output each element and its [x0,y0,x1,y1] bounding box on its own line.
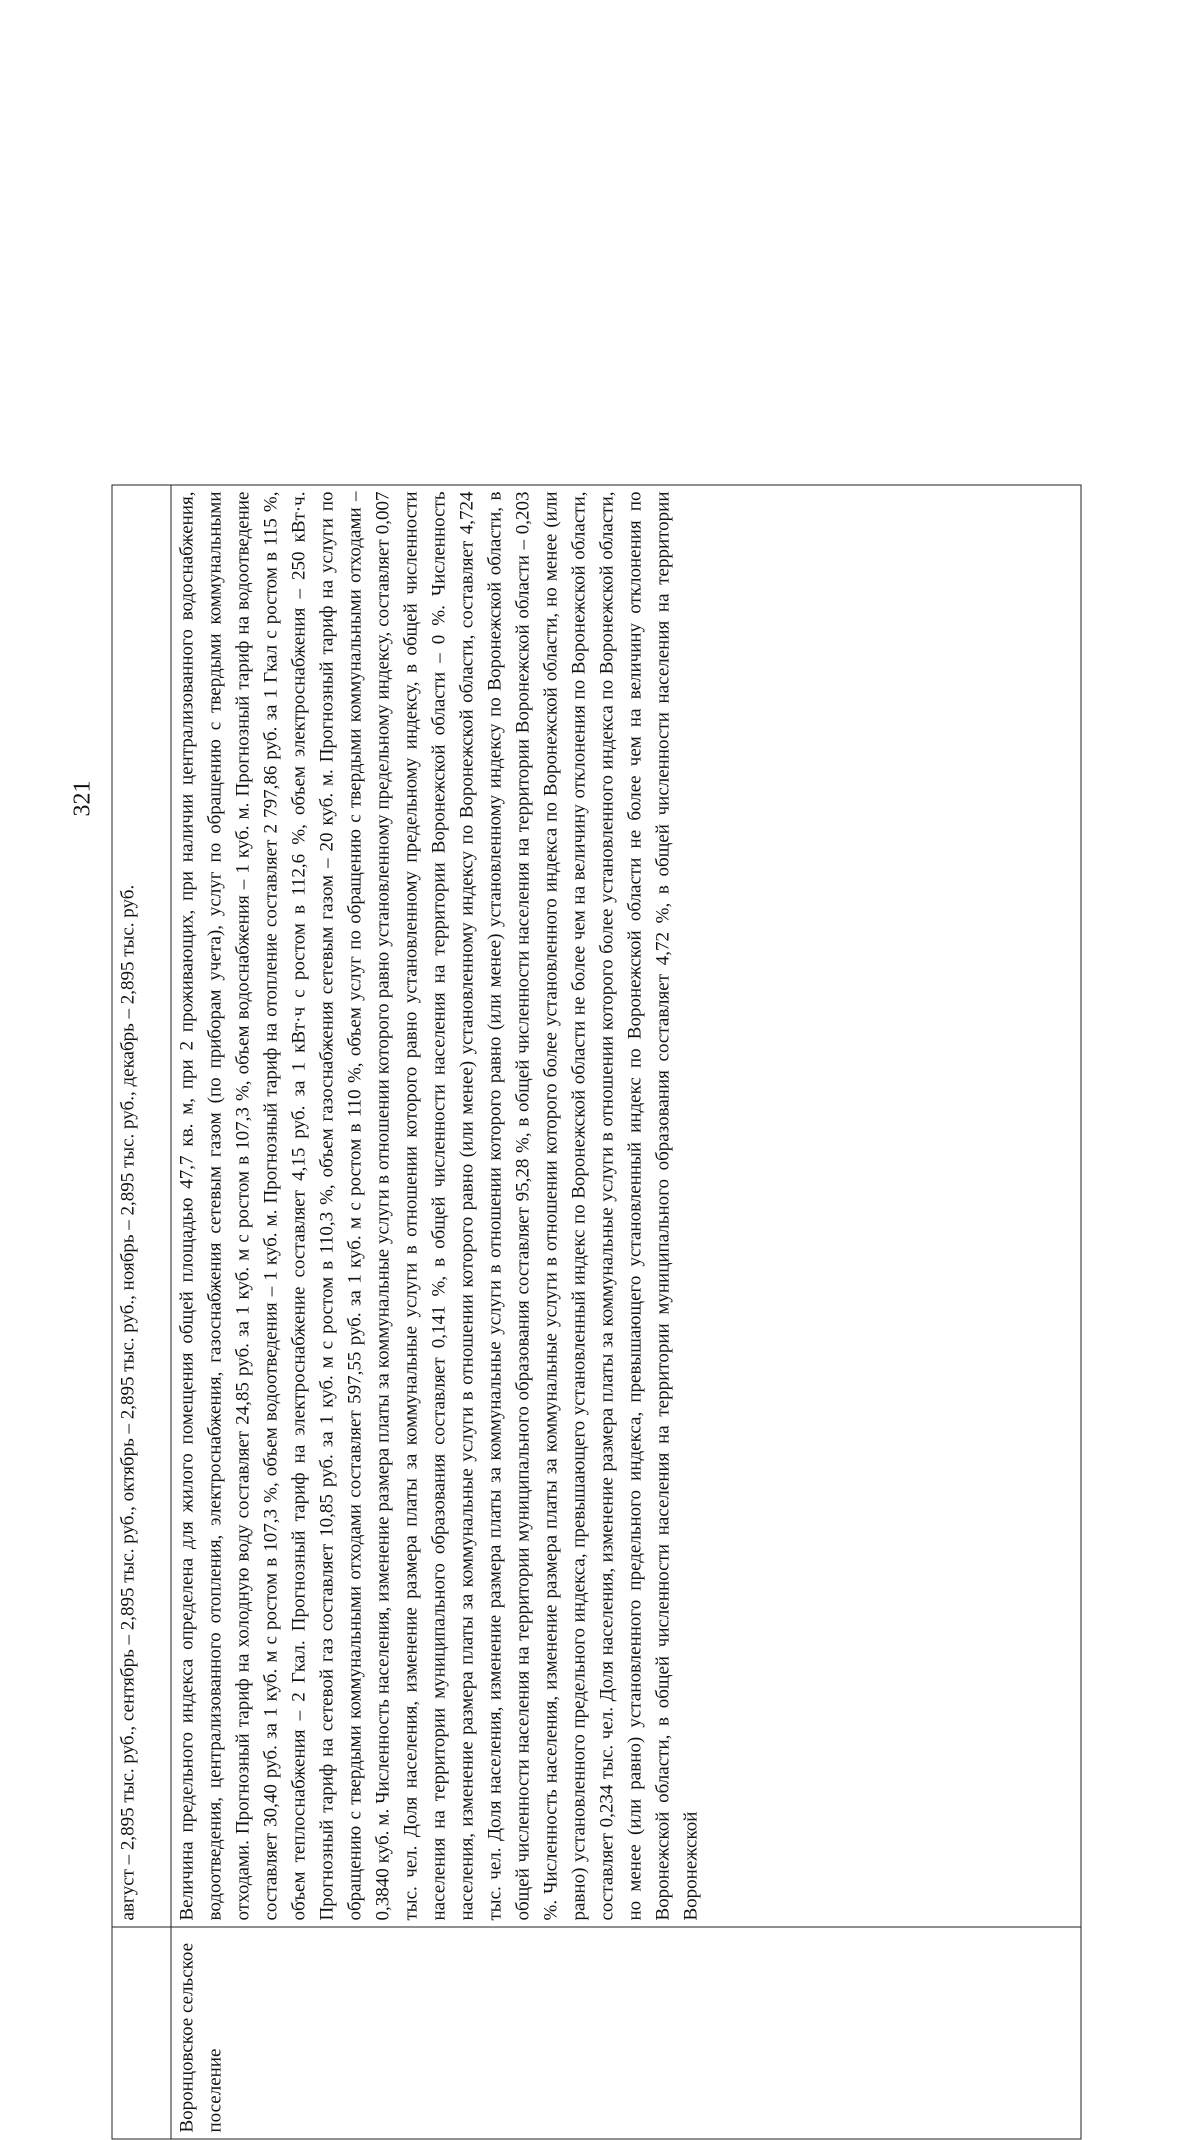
municipality-cell [112,1927,171,2139]
municipality-cell: Воронцовское сельское поселение [171,1927,1081,2139]
table-row [112,485,171,2139]
rotated-content [112,485,1082,2140]
page-number: 321 [69,780,96,817]
description-cell: август – 2,895 тыс. руб., сентябрь – 2,895 тыс. руб., октябрь – 2,895 тыс. руб., ноябрь – 2,895 тыс. руб., декабрь – 2,895 тыс. руб. [112,485,171,1927]
table-row [171,485,1081,2139]
tariff-table [112,485,1082,2140]
description-cell: Величина предельного индекса определена для жилого помещения общей площадью 47,7 кв. м, при 2 проживающих, при наличии централизованного водоснабжения, водоотведения, централизованного отопления, электроснабжения, газоснабжения сетевым газом (по приборам учета), услуг по обращению с твердыми коммунальными отходами. Прогнозный тариф на холодную воду составляет 24,85 руб. за 1 куб. м с ростом в 107,3 %, объем водоснабжения – 1 куб. м. Прогнозный тариф на водоотведение составляет 30,40 руб. за 1 куб. м с ростом в 107,3 %, объем водоотведения – 1 куб. м. Прогнозный тариф на отопление составляет 2 797,86 руб. за 1 Гкал с ростом в 115 %, объем теплоснабжения – 2 Гкал. Прогнозный тариф на электроснабжение составляет 4,15 руб. за 1 кВт·ч с ростом в 112,6 %, объем электроснабжения – 250 кВт·ч. Прогнозный тариф на сетевой газ составляет 10,85 руб. за 1 куб. м с ростом в 110,3 %, объем газоснабжения сетевым газом – 20 куб. м. Прогнозный тариф на услуги по обращению с твердыми коммунальными отходами составляет 597,55 руб. за 1 куб. м с ростом в 110 %, объем услуг по обращению с твердыми коммунальными отходами – 0,3840 куб. м. Численность населения, изменение размера платы за коммунальные услуги в отношении которого равно установленному предельному индексу, составляет 0,007 тыс. чел. Доля населения, изменение размера платы за коммунальные услуги в отношении которого равно установленному предельному индексу, в общей численности населения на территории муниципального образования составляет 0,141 %, в общей численности населения на территории Воронежской области – 0 %. Численность населения, изменение размера платы за коммунальные услуги в отношении которого равно (или менее) установленному индексу по Воронежской области, составляет 4,724 тыс. чел. Доля населения, изменение размера платы за коммунальные услуги в отношении которого равно (или менее) установленному индексу по Воронежской области, в общей численности населения на территории муниципального образования составляет 95,28 %, в общей численности населения на территории Воронежской области – 0,203 %. Численность населения, изменение размера платы за коммунальные услуги в отношении которого более установленного индекса по Воронежской области, но менее (или равно) установленного предельного индекса, превышающего установленный индекс по Воронежской области не более чем на величину отклонения по Воронежской области, составляет 0,234 тыс. чел. Доля населения, изменение размера платы за коммунальные услуги в отношении которого более установленного индекса по Воронежской области, но менее (или равно) установленного предельного индекса, превышающего установленный индекс по Воронежской области не более чем на величину отклонения по Воронежской области, в общей численности населения на территории муниципального образования составляет 4,72 %, в общей численности населения на территории Воронежской [171,485,1081,1927]
